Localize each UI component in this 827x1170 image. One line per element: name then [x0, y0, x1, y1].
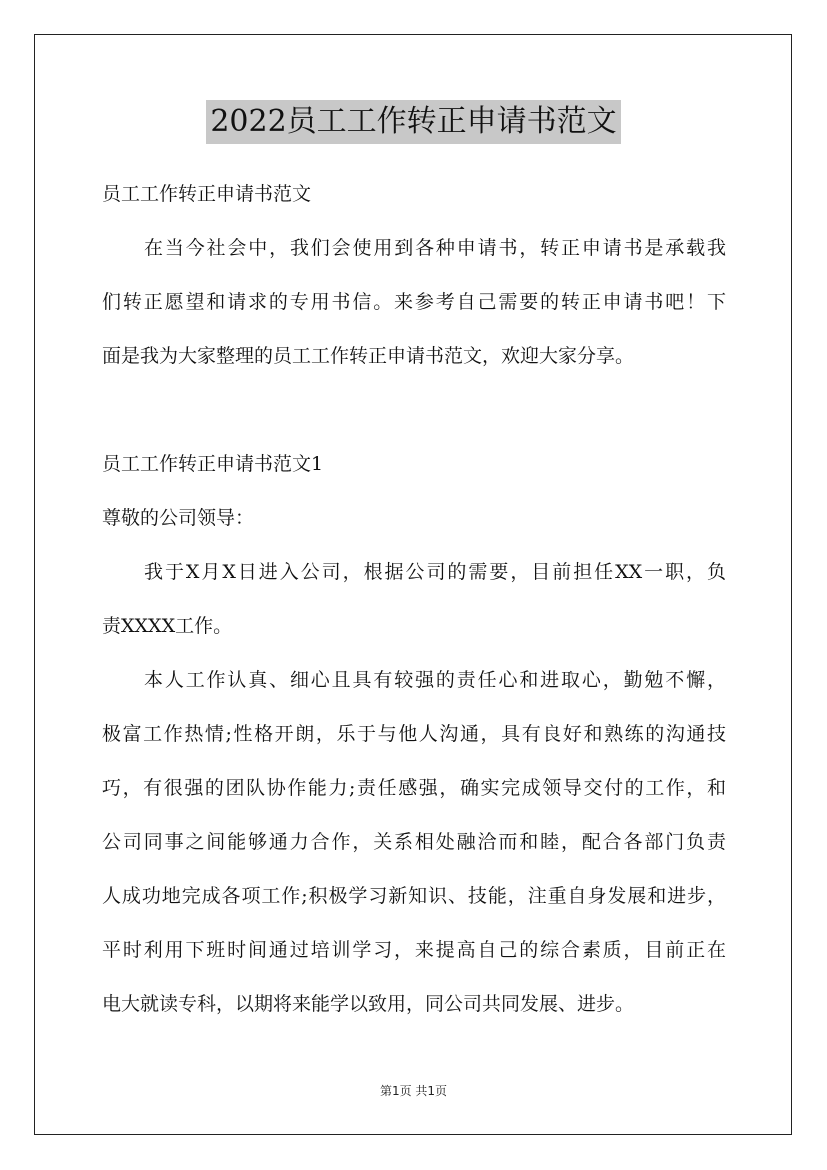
paragraph2-line-5: 人成功地完成各项工作;积极学习新知识、技能，注重自身发展和进步，: [102, 885, 726, 907]
intro-line-1: 在当今社会中，我们会使用到各种申请书，转正申请书是承载我: [144, 237, 726, 259]
page-footer: [0, 1082, 827, 1099]
salutation: 尊敬的公司领导：: [102, 507, 255, 529]
paragraph2-line-4: 公司同事之间能够通力合作，关系相处融洽而和睦，配合各部门负责: [102, 831, 726, 853]
paragraph2-line-2: 极富工作热情;性格开朗，乐于与他人沟通，具有良好和熟练的沟通技: [102, 723, 726, 745]
paragraph1-line-2: 责XXXX工作。: [102, 615, 233, 637]
page-number: 第1页 共1页: [379, 1084, 448, 1098]
paragraph2-line-7: 电大就读专科，以期将来能学以致用，同公司共同发展、进步。: [102, 993, 635, 1015]
intro-line-3: 面是我为大家整理的员工工作转正申请书范文，欢迎大家分享。: [102, 345, 635, 367]
paragraph2-line-6: 平时利用下班时间通过培训学习，来提高自己的综合素质，目前正在: [102, 939, 726, 961]
document-subtitle: 员工工作转正申请书范文: [102, 183, 312, 205]
paragraph2-line-3: 巧，有很强的团队协作能力;责任感强，确实完成领导交付的工作，和: [102, 777, 726, 799]
title-container: [0, 100, 827, 144]
section-heading: 员工工作转正申请书范文1: [102, 453, 324, 475]
document-title: 2022员工工作转正申请书范文: [206, 100, 620, 144]
paragraph1-line-1: 我于X月X日进入公司，根据公司的需要，目前担任XX一职，负: [144, 561, 726, 583]
paragraph2-line-1: 本人工作认真、细心且具有较强的责任心和进取心，勤勉不懈，: [144, 669, 726, 691]
intro-line-2: 们转正愿望和请求的专用书信。来参考自己需要的转正申请书吧！下: [102, 291, 726, 313]
